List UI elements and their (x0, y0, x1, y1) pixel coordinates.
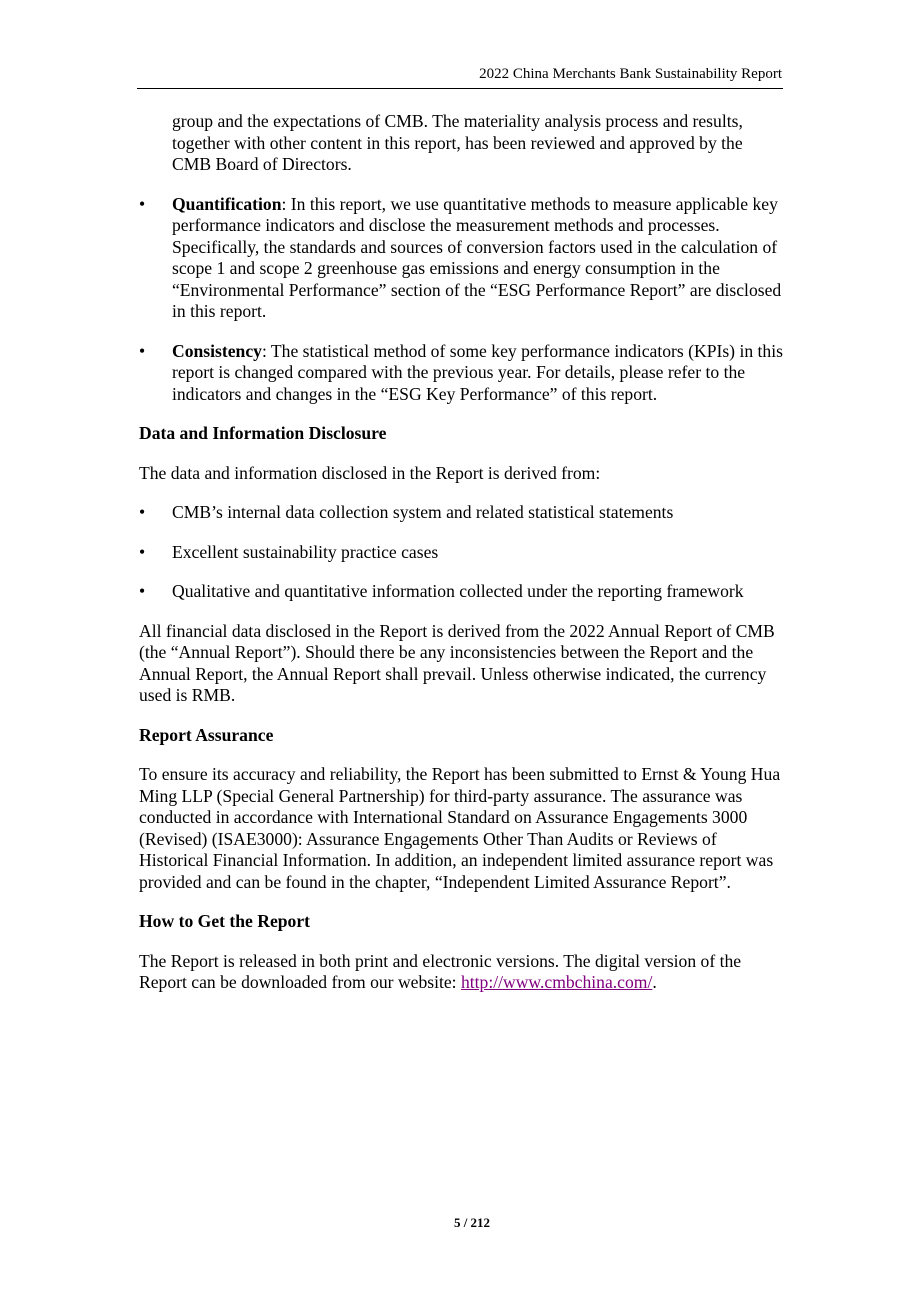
list-item-consistency (139, 341, 784, 406)
running-header: 2022 China Merchants Bank Sustainability Report (479, 66, 782, 82)
report-assurance-text: To ensure its accuracy and reliability, the Report has been submitted to Ernst & Young Hua Ming LLP (Special General Partnership) for third-party assurance. The assurance was conducted in accordance with International Standard on Assurance Engagements 3000 (Revised) (ISAE3000): Assurance Engagements Other Than Audits or Reviews of Historical Financial Information. In addition, an independent limited assurance report was provided and can be found in the chapter, “Independent Limited Assurance Report”. (139, 764, 781, 892)
get-report-text: The Report is released in both print and electronic versions. The digital version of the Report can be downloaded from our website: (139, 950, 742, 992)
page-body (139, 111, 784, 994)
data-disclosure-lead: The data and information disclosed in the Report is derived from: (139, 462, 601, 483)
section-heading-get-report: How to Get the Report (139, 911, 311, 931)
quantification-text: : In this report, we use quantitative methods to measure applicable key performance indicators and disclose the measurement methods and processes. Specifically, the standards and sources of conversion factors used in the calculation of scope 1 and scope 2 greenhouse gas emissions and energy consumption in the “Environmental Performance” section of the “ESG Performance Report” are disclosed in this report. (172, 193, 782, 321)
section-heading-report-assurance: Report Assurance (139, 724, 274, 745)
intro-continuation: group and the expectations of CMB. The materiality analysis process and results, together with other content in this report, has been reviewed and approved by the CMB Board of Directors. (172, 111, 743, 174)
list-item-text: CMB’s internal data collection system and related statistical statements (172, 502, 674, 522)
get-report-paragraph (139, 951, 784, 994)
list-item-quantification (139, 194, 784, 323)
get-report-trailing: . (652, 972, 657, 992)
bullet-icon: • (139, 193, 146, 214)
bullet-icon: • (139, 502, 146, 522)
financial-data-note: All financial data disclosed in the Report is derived from the 2022 Annual Report of CMB (the “Annual Report”). Should there be any inconsistencies between the Report and the Annual Report, the Annual Report shall prevail. Unless otherwise indicated, the currency used is RMB. (139, 620, 775, 705)
bullet-icon: • (139, 581, 146, 601)
page-number: 5 / 212 (453, 1215, 491, 1230)
list-item (139, 542, 784, 564)
consistency-text: : The statistical method of some key performance indicators (KPIs) in this report is changed compared with the previous year. For details, please refer to the indicators and changes in the “ESG Key Performance” of this report. (172, 340, 783, 404)
list-item (139, 502, 784, 524)
term-quantification: Quantification (172, 193, 282, 214)
term-consistency: Consistency (172, 340, 262, 361)
section-heading-data-disclosure: Data and Information Disclosure (139, 423, 387, 443)
website-link[interactable]: http://www.cmbchina.com/ (460, 972, 653, 992)
list-item-text: Qualitative and quantitative information collected under the reporting framework (172, 581, 744, 601)
list-item-text: Excellent sustainability practice cases (172, 541, 439, 562)
bullet-icon: • (139, 340, 146, 361)
bullet-icon: • (139, 541, 146, 562)
list-item (139, 581, 784, 603)
header-divider (137, 88, 783, 89)
